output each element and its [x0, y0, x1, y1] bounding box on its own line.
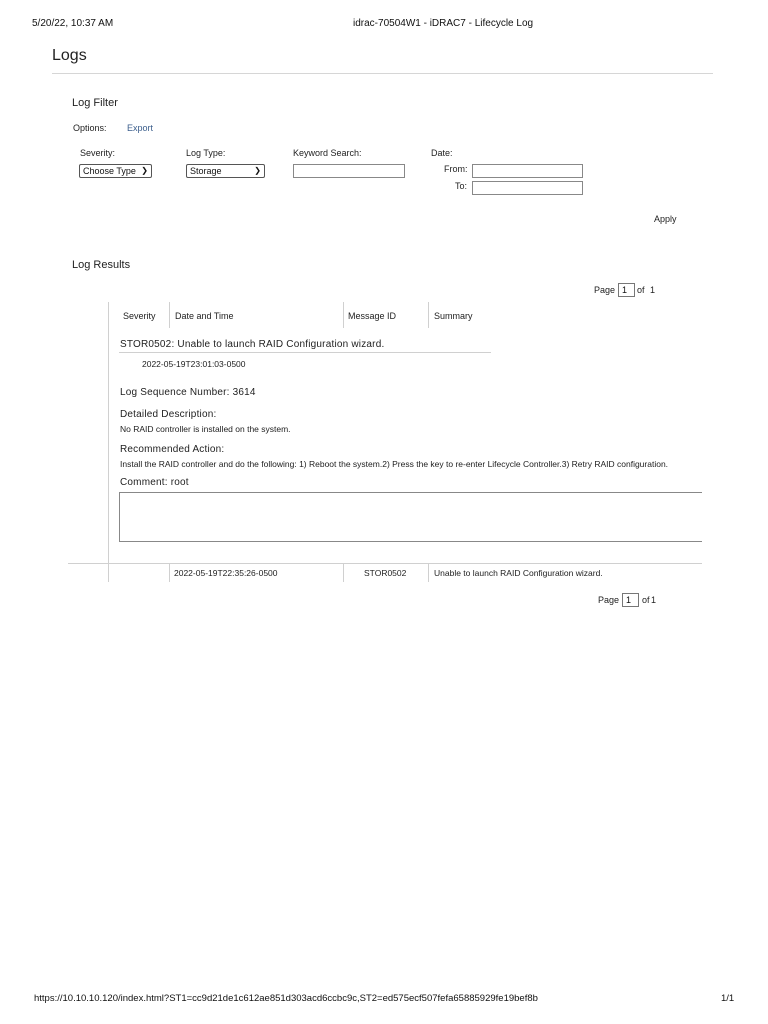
pager-bottom-total: 1 [651, 595, 657, 605]
print-datetime: 5/20/22, 10:37 AM [32, 18, 114, 29]
detailed-description-text: No RAID controller is installed on the system. [120, 424, 291, 434]
expanded-log-timestamp: 2022-05-19T23:01:03-0500 [142, 359, 246, 369]
options-label: Options: [73, 123, 107, 133]
to-label: To: [455, 181, 468, 191]
date-label: Date: [431, 148, 453, 158]
pager-bottom-page-label: Page [598, 595, 620, 605]
export-link[interactable]: Export [127, 123, 154, 133]
pager-top-page-input[interactable]: 1 [618, 283, 635, 297]
column-divider [169, 302, 170, 328]
pager-top-total: 1 [650, 285, 656, 295]
comment-textarea[interactable] [119, 492, 702, 542]
column-divider [428, 563, 429, 582]
expanded-log-title: STOR0502: Unable to launch RAID Configuration wizard. [120, 339, 385, 350]
chevron-down-icon: ❯ [141, 166, 148, 175]
detailed-description-label: Detailed Description: [120, 409, 217, 420]
log-type-select[interactable] [186, 164, 265, 178]
column-header-summary[interactable]: Summary [434, 311, 473, 321]
from-label: From: [444, 164, 468, 174]
page-title: Logs [52, 47, 87, 64]
print-footer-page-number: 1/1 [721, 993, 735, 1004]
table-left-border [108, 302, 109, 582]
column-header-message-id[interactable]: Message ID [348, 311, 397, 321]
row-divider [68, 563, 702, 564]
column-divider [428, 302, 429, 328]
recommended-action-label: Recommended Action: [120, 444, 225, 455]
column-header-severity[interactable]: Severity [123, 311, 156, 321]
row-datetime: 2022-05-19T22:35:26-0500 [174, 568, 278, 578]
comment-label: Comment: root [120, 477, 189, 488]
detail-title-underline [119, 352, 491, 353]
pager-bottom-page-input[interactable]: 1 [622, 593, 639, 607]
log-results-heading: Log Results [72, 259, 131, 271]
row-summary: Unable to launch RAID Configuration wizard. [434, 568, 603, 578]
title-divider [52, 73, 713, 74]
pager-top-of-label: of [637, 285, 645, 295]
pager-bottom-of-label: of [642, 595, 650, 605]
recommended-action-text: Install the RAID controller and do the following: 1) Reboot the system.2) Press the key to re-enter Lifecycle Controller.3) Retry RAID configuration. [120, 459, 669, 469]
print-page-title: idrac-70504W1 - iDRAC7 - Lifecycle Log [353, 18, 534, 29]
severity-label: Severity: [80, 148, 116, 158]
column-divider [169, 563, 170, 582]
log-type-label: Log Type: [186, 148, 226, 158]
date-from-input[interactable] [472, 164, 583, 178]
keyword-search-label: Keyword Search: [293, 148, 362, 158]
log-type-select-value: Storage [190, 166, 222, 176]
log-sequence-number: Log Sequence Number: 3614 [120, 387, 256, 398]
pager-top-page-label: Page [594, 285, 616, 295]
print-footer-url: https://10.10.10.120/index.html?ST1=cc9d21de1c612ae851d303acd6ccbc9c,ST2=ed575ecf507fefa65885929fe19bef8b [34, 993, 538, 1004]
severity-select[interactable] [79, 164, 152, 178]
column-divider [343, 563, 344, 582]
severity-select-value: Choose Type [83, 166, 136, 176]
chevron-down-icon: ❯ [254, 166, 261, 175]
date-to-input[interactable] [472, 181, 583, 195]
keyword-search-input[interactable] [293, 164, 405, 178]
column-divider [343, 302, 344, 328]
apply-button[interactable]: Apply [654, 214, 677, 224]
column-header-date-time[interactable]: Date and Time [175, 311, 234, 321]
row-message-id: STOR0502 [364, 568, 407, 578]
log-filter-heading: Log Filter [72, 97, 118, 109]
